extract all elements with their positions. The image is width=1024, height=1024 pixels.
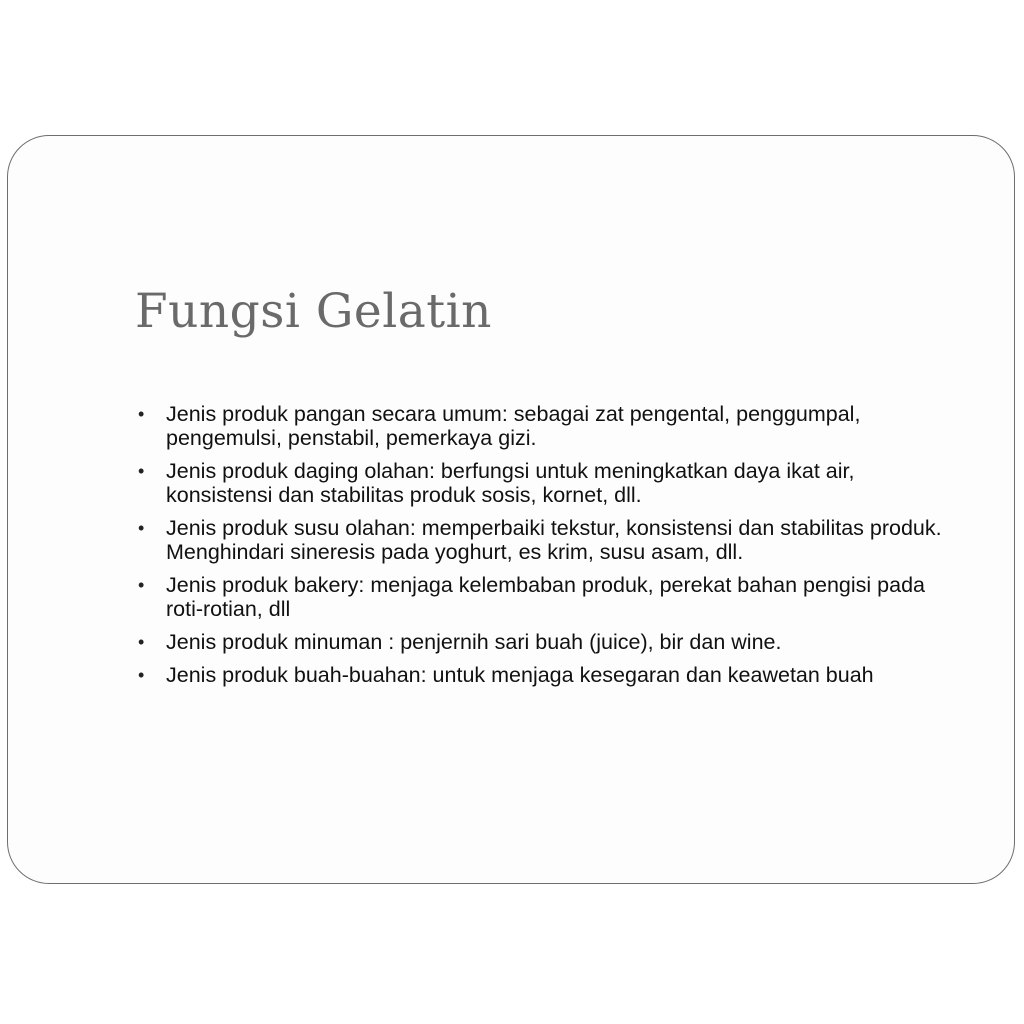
slide-frame [7,135,1015,884]
bullet-marker: • [138,461,145,481]
bullet-item [135,663,965,687]
bullet-item [135,402,965,450]
bullet-marker: • [138,518,145,538]
bullet-item [135,516,965,564]
bullet-text: Jenis produk pangan secara umum: sebagai zat pengental, penggumpal, pengemulsi, penstabil, pemerkaya gizi. [166,402,861,450]
bullet-item [135,573,965,621]
bullet-text: Jenis produk minuman : penjernih sari buah (juice), bir dan wine. [166,630,782,654]
bullet-text: Jenis produk bakery: menjaga kelembaban produk, perekat bahan pengisi pada roti-rotian, dll [166,573,925,621]
slide-title: Fungsi Gelatin [135,284,492,339]
bullet-text: Jenis produk susu olahan: memperbaiki tekstur, konsistensi dan stabilitas produk. Menghindari sineresis pada yoghurt, es krim, susu asam, dll. [166,516,942,564]
bullet-text: Jenis produk buah-buahan: untuk menjaga kesegaran dan keawetan buah [166,663,874,687]
bullet-item [135,630,965,654]
bullet-marker: • [138,665,145,685]
bullet-marker: • [138,404,145,424]
bullet-list [135,402,965,696]
bullet-item [135,459,965,507]
bullet-text: Jenis produk daging olahan: berfungsi untuk meningkatkan daya ikat air, konsistensi dan stabilitas produk sosis, kornet, dll. [166,459,855,507]
bullet-marker: • [138,632,145,652]
bullet-marker: • [138,575,145,595]
